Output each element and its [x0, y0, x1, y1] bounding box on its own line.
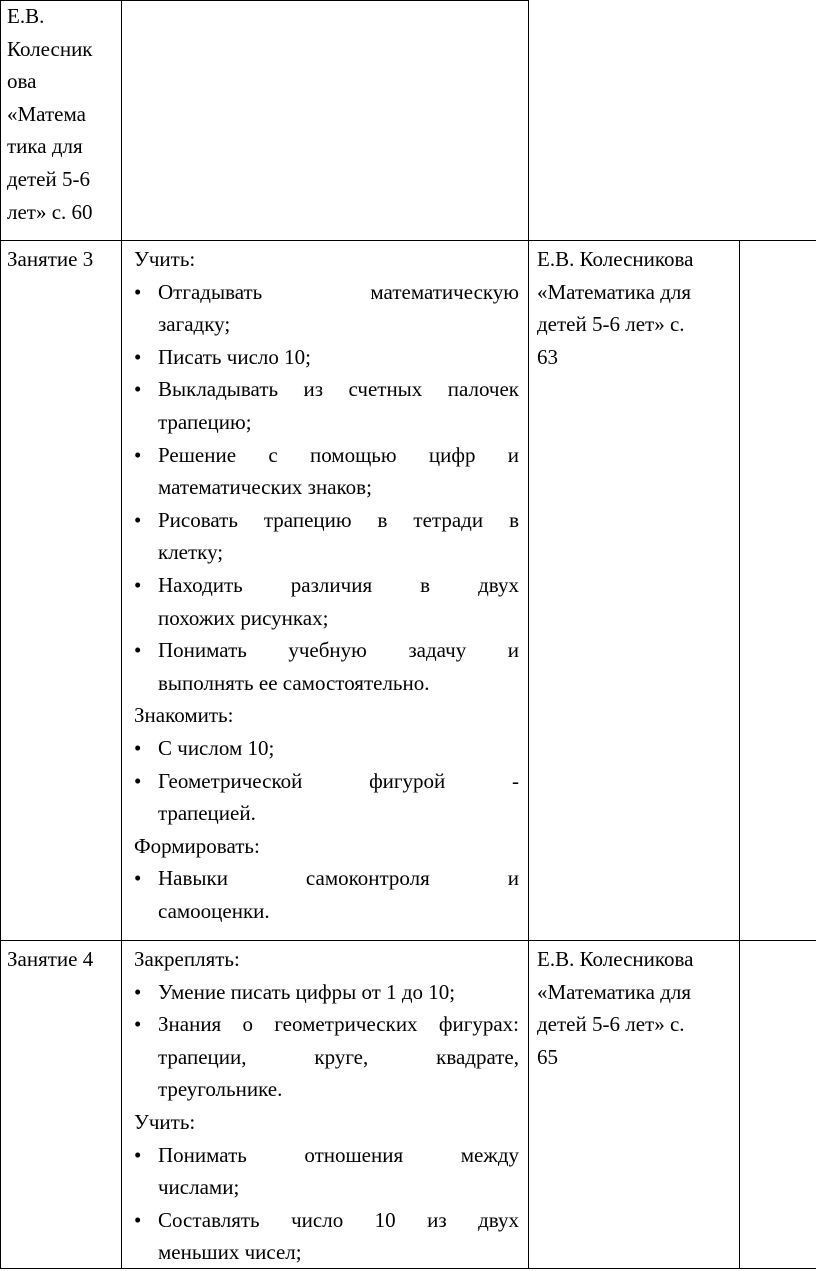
- goal-item: [134, 634, 519, 699]
- source-line: Е.В. Колесникова: [537, 247, 694, 271]
- bullet-icon: •: [134, 279, 142, 304]
- goal-line: числами;: [158, 1175, 240, 1200]
- row1-source-line: «Матема: [7, 101, 86, 126]
- row2-source-cell: [537, 243, 735, 373]
- row-divider-1: [0, 240, 816, 241]
- column-divider-1: [121, 0, 122, 1269]
- row3-lesson-cell: [7, 943, 119, 976]
- row3-goals-cell: [134, 943, 519, 1269]
- bullet-icon: •: [134, 1142, 142, 1167]
- goal-line: похожих рисунках;: [158, 605, 329, 630]
- goal-line: Понимать учебную задачу и: [158, 638, 519, 663]
- source-line: «Математика для: [537, 279, 692, 304]
- goal-item: [134, 341, 519, 374]
- bullet-icon: •: [134, 638, 142, 663]
- goal-line: клетку;: [158, 540, 224, 565]
- source-line: 65: [537, 1044, 558, 1069]
- goal-line: С числом 10;: [158, 735, 275, 760]
- goal-line: меньших чисел;: [158, 1240, 302, 1265]
- goal-line: Отгадывать математическую: [158, 279, 519, 304]
- goal-line: Навыки самоконтроля и: [158, 866, 519, 891]
- goal-item: [134, 439, 519, 504]
- row1-source-line: тика для: [7, 134, 83, 159]
- goal-item: [134, 504, 519, 569]
- row1-source-line: ова: [7, 69, 37, 94]
- bullet-icon: •: [134, 442, 142, 467]
- goal-line: самооценки.: [158, 898, 270, 923]
- goal-item: [134, 862, 519, 927]
- bullet-icon: •: [134, 1207, 142, 1232]
- row3-source-cell: [537, 943, 735, 1073]
- goal-line: трапеции, круге, квадрате,: [158, 1044, 519, 1069]
- goal-line: Находить различия в двух: [158, 572, 519, 597]
- goal-item: [134, 732, 519, 765]
- section-heading: Учить:: [134, 1109, 196, 1134]
- goal-item: [134, 276, 519, 341]
- goal-item: [134, 569, 519, 634]
- column-divider-2: [528, 0, 529, 1269]
- column-divider-3: [739, 240, 740, 1269]
- bullet-icon: •: [134, 344, 142, 369]
- goal-line: Знания о геометрических фигурах:: [158, 1012, 519, 1037]
- section-heading: Формировать:: [134, 833, 260, 858]
- goal-item: [134, 1139, 519, 1204]
- bullet-icon: •: [134, 377, 142, 402]
- section-heading: Знакомить:: [134, 703, 234, 728]
- goal-item: [134, 1008, 519, 1106]
- goal-line: Геометрической фигурой -: [158, 768, 519, 793]
- lesson-title: Занятие 3: [7, 247, 94, 271]
- lesson-title: Занятие 4: [7, 947, 94, 971]
- goal-item: [134, 765, 519, 830]
- goal-line: Понимать отношения между: [158, 1142, 519, 1167]
- goal-line: Решение с помощью цифр и: [158, 442, 519, 467]
- goal-line: трапецией.: [158, 801, 256, 826]
- row1-source-cell: [7, 0, 119, 228]
- bullet-icon: •: [134, 979, 142, 1004]
- section-heading: Закреплять:: [134, 947, 240, 971]
- goal-item: [134, 976, 519, 1009]
- goal-line: Умение писать цифры от 1 до 10;: [158, 979, 456, 1004]
- border-left: [0, 0, 1, 1269]
- row1-source-line: Е.В.: [7, 4, 45, 28]
- bullet-icon: •: [134, 866, 142, 891]
- goal-line: Выкладывать из счетных палочек: [158, 377, 519, 402]
- goal-line: треугольнике.: [158, 1077, 283, 1102]
- section-heading: Учить:: [134, 247, 196, 271]
- source-line: Е.В. Колесникова: [537, 947, 694, 971]
- goal-line: трапецию;: [158, 409, 252, 434]
- row1-source-line: лет» с. 60: [7, 199, 93, 224]
- row2-lesson-cell: [7, 243, 119, 276]
- bullet-icon: •: [134, 507, 142, 532]
- goal-line: математических знаков;: [158, 475, 372, 500]
- row2-goals-cell: [134, 243, 519, 927]
- goal-item: [134, 1204, 519, 1269]
- row1-source-line: детей 5-6: [7, 166, 90, 191]
- goal-item: [134, 373, 519, 438]
- bullet-icon: •: [134, 768, 142, 793]
- goal-line: Писать число 10;: [158, 344, 311, 369]
- source-line: детей 5-6 лет» с.: [537, 312, 685, 337]
- bullet-icon: •: [134, 1012, 142, 1037]
- goal-line: загадку;: [158, 312, 231, 337]
- goal-line: Составлять число 10 из двух: [158, 1207, 519, 1232]
- goal-line: выполнять ее самостоятельно.: [158, 670, 430, 695]
- row-divider-2: [0, 940, 816, 941]
- source-line: детей 5-6 лет» с.: [537, 1012, 685, 1037]
- goal-line: Рисовать трапецию в тетради в: [158, 507, 519, 532]
- source-line: 63: [537, 344, 558, 369]
- source-line: «Математика для: [537, 979, 692, 1004]
- bullet-icon: •: [134, 572, 142, 597]
- bullet-icon: •: [134, 735, 142, 760]
- row1-source-line: Колесник: [7, 36, 93, 61]
